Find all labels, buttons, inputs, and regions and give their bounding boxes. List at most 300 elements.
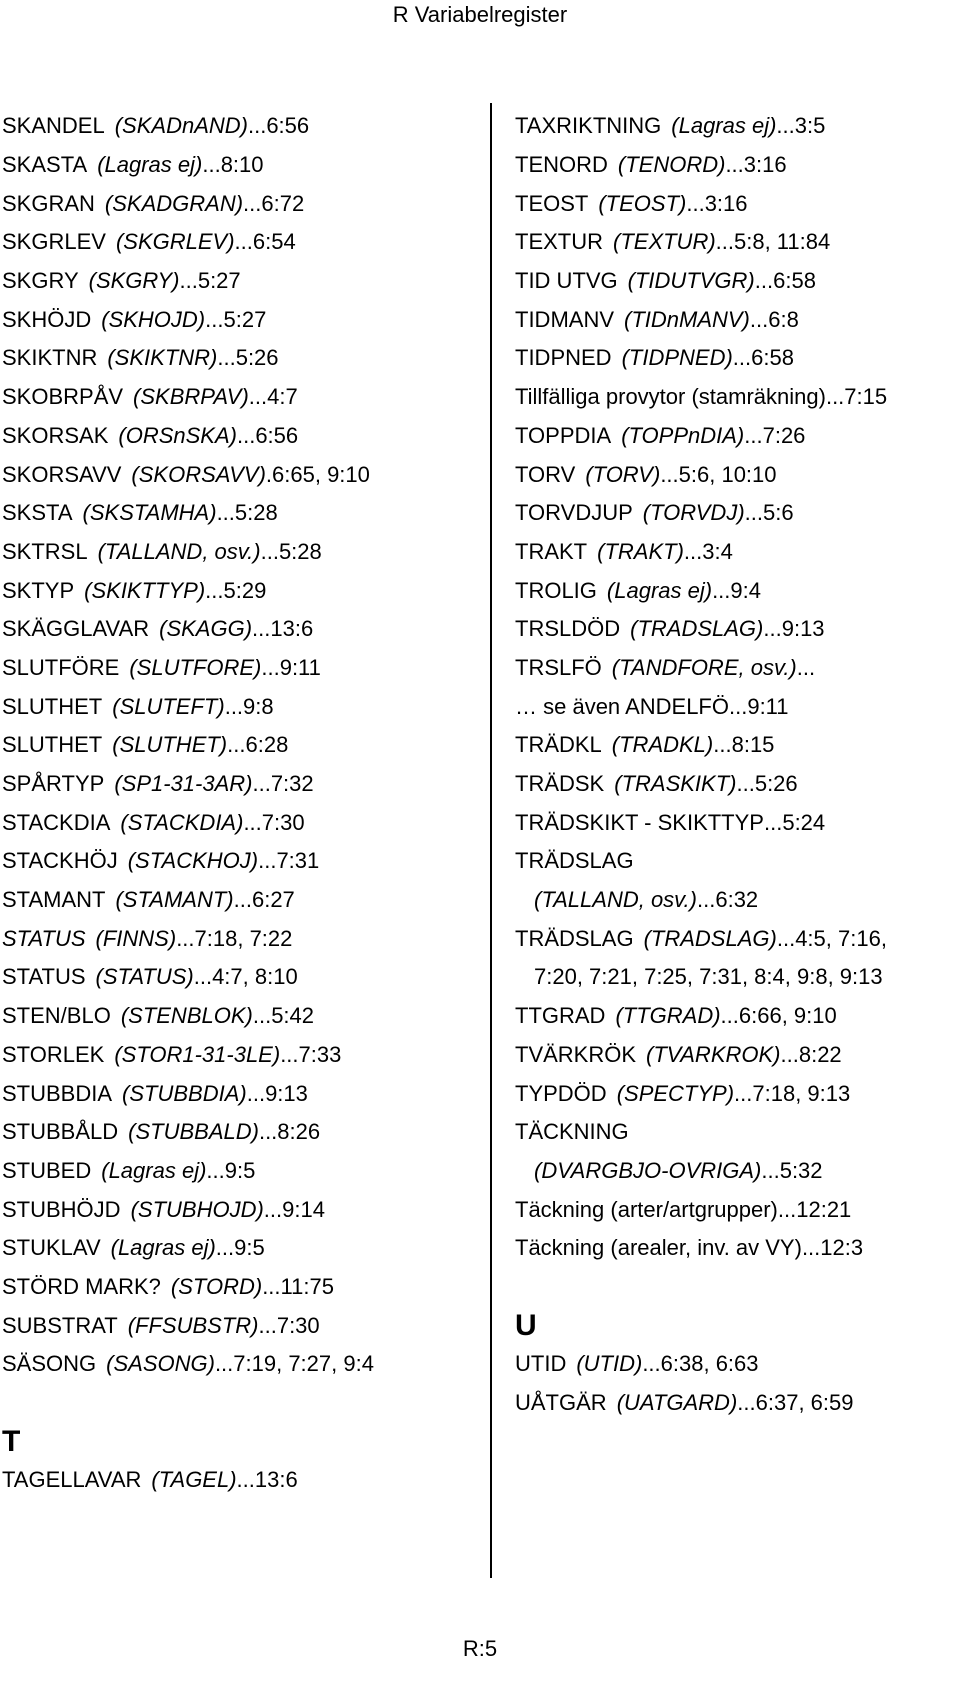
entry-code: (TRASKIKT)	[614, 771, 737, 797]
entry-pages: 4:7, 8:10	[212, 964, 298, 990]
entry-pages: 5:27	[223, 306, 267, 332]
entry-pages: 6:28	[245, 732, 289, 758]
entry-pages: 6:8	[768, 306, 799, 332]
entry-pages: 6:56	[266, 113, 310, 139]
index-entry	[515, 455, 960, 494]
entry-code: (SKSTAMHA)	[82, 500, 217, 526]
entry-pages: 7:32	[270, 771, 314, 797]
entry-term: TIDPNED	[515, 345, 612, 371]
entry-code: (TTGRAD)	[615, 1003, 721, 1029]
entry-pages: 5:8, 11:84	[734, 229, 831, 255]
entry-pages: 7:15	[844, 384, 888, 410]
index-entry	[2, 803, 482, 842]
entry-dots: ...	[252, 771, 271, 797]
entry-code: (SASONG)	[106, 1351, 215, 1377]
entry-pages: 5:24	[782, 809, 826, 835]
entry-pages: 5:26	[235, 345, 279, 371]
entry-term: SUBSTRAT	[2, 1312, 118, 1338]
entry-term: TYPDÖD	[515, 1080, 607, 1106]
entry-term: STÖRD MARK?	[2, 1273, 161, 1299]
entry-term: TRÄDSKIKT - SKIKTTYP	[515, 809, 764, 835]
entry-dots: ...	[243, 190, 262, 216]
entry-term: TENORD	[515, 152, 608, 178]
index-column-right	[515, 107, 960, 1422]
index-entry	[515, 378, 960, 417]
entry-pages: 3:16	[743, 152, 787, 178]
entry-pages: 7:18, 9:13	[752, 1080, 851, 1106]
entry-code: (Lagras ej)	[101, 1157, 207, 1183]
entry-term: SKANDEL	[2, 113, 105, 139]
entry-term: TEXTUR	[515, 229, 603, 255]
index-entry	[2, 146, 482, 185]
entry-code: (Lagras ej)	[606, 577, 713, 603]
index-entry	[2, 726, 482, 765]
index-entry	[515, 300, 960, 339]
entry-pages: 3:16	[704, 190, 748, 216]
index-entry	[2, 687, 482, 726]
entry-dots: ...	[236, 422, 256, 448]
entry-dots: ...	[247, 113, 267, 139]
entry-term: TÄCKNING	[515, 1119, 629, 1145]
index-entry	[515, 958, 960, 997]
entry-term: TORV	[515, 461, 576, 487]
index-entry	[2, 339, 482, 378]
entry-term: TRÄDKL	[515, 732, 602, 758]
entry-dots: ...	[176, 925, 195, 951]
entry-pages: 9:13	[781, 616, 825, 642]
column-divider	[490, 103, 492, 1578]
entry-pages: 5:26	[754, 771, 798, 797]
entry-dots: ...	[263, 1196, 283, 1222]
entry-code: (TRADSLAG)	[630, 616, 764, 642]
entry-dots: ...	[258, 848, 277, 874]
entry-term: STUKLAV	[2, 1235, 101, 1261]
entry-pages: 9:8	[243, 693, 274, 719]
entry-dots: ...	[796, 654, 816, 680]
entry-term: SKIKTNR	[2, 345, 98, 371]
entry-dots: ...	[713, 732, 732, 758]
entry-term: Täckning (arealer, inv. av VY)	[515, 1235, 802, 1261]
entry-term: STAMANT	[2, 887, 106, 913]
index-entry	[2, 455, 482, 494]
entry-pages: 13:6	[270, 616, 314, 642]
index-entry	[2, 1113, 482, 1152]
index-entry	[2, 997, 482, 1036]
entry-term: SKGRY	[2, 268, 79, 294]
entry-dots: ...	[217, 345, 236, 371]
section-heading: U	[515, 1308, 537, 1342]
entry-term: TEOST	[515, 190, 589, 216]
entry-pages: 6:38, 6:63	[660, 1351, 759, 1377]
entry-dots: ...	[776, 113, 795, 139]
entry-term: STATUS	[2, 964, 86, 990]
entry-dots: ...	[206, 1157, 225, 1183]
entry-term: SKÄGGLAVAR	[2, 616, 150, 642]
entry-code: (STUBHOJD)	[130, 1196, 264, 1222]
entry-code: (FINNS)	[95, 925, 177, 951]
entry-code: (ORSnSKA)	[118, 422, 237, 448]
index-entry	[2, 1461, 482, 1500]
entry-code: (UTID)	[576, 1351, 643, 1377]
entry-dots: ...	[660, 461, 679, 487]
entry-pages: 13:6	[254, 1467, 298, 1493]
entry-dots: ...	[227, 732, 246, 758]
entry-pages: 6:58	[773, 268, 816, 294]
entry-term: Tillfälliga provytor (stamräkning)	[515, 384, 826, 410]
entry-term: SKOBRPÅV	[2, 384, 124, 410]
index-entry	[2, 1268, 482, 1307]
index-entry	[515, 571, 960, 610]
entry-term: TRSLFÖ	[515, 654, 602, 680]
index-entry	[515, 726, 960, 765]
entry-code: (TAGEL)	[151, 1467, 237, 1493]
entry-term: SKTYP	[2, 577, 75, 603]
entry-code: (SKGRY)	[88, 268, 180, 294]
index-entry	[515, 1036, 960, 1075]
entry-term: TROLIG	[515, 577, 597, 603]
entry-code: (TORVDJ)	[642, 500, 745, 526]
entry-code: (STORD)	[170, 1273, 263, 1299]
entry-code: (SPECTYP)	[616, 1080, 735, 1106]
entry-pages: 8:22	[798, 1041, 842, 1067]
index-entry	[2, 649, 482, 688]
entry-dots: ...	[763, 809, 783, 835]
entry-dots: ...	[233, 887, 252, 913]
entry-code: (TORV)	[585, 461, 661, 487]
entry-pages: 7:31	[276, 848, 320, 874]
entry-code: (TIDnMANV)	[624, 306, 750, 332]
entry-term: SLUTHET	[2, 732, 103, 758]
entry-term: TRÄDSLAG	[515, 848, 634, 874]
entry-term: TRSLDÖD	[515, 616, 621, 642]
entry-term: STORLEK	[2, 1041, 105, 1067]
entry-dots: ...	[205, 306, 224, 332]
page-number: R:5	[462, 1636, 498, 1661]
entry-dots: ...	[243, 809, 262, 835]
index-entry	[2, 223, 482, 262]
entry-pages: 6:27	[251, 887, 295, 913]
entry-pages: 7:18, 7:22	[194, 925, 293, 951]
entry-dots: ...	[734, 1080, 753, 1106]
entry-code: (STACKDIA)	[120, 809, 244, 835]
entry-term: TTGRAD	[515, 1003, 606, 1029]
index-entry	[515, 1384, 960, 1423]
entry-code: (TVARKROK)	[646, 1041, 781, 1067]
entry-code: (Lagras ej)	[110, 1235, 216, 1261]
entry-dots: ...	[744, 422, 763, 448]
entry-code: (TEXTUR)	[613, 229, 716, 255]
entry-term: STEN/BLO	[2, 1003, 111, 1029]
entry-term: SPÅRTYP	[2, 771, 105, 797]
entry-dots: ...	[179, 268, 198, 294]
index-entry	[515, 107, 960, 146]
entry-dots: ...	[252, 616, 271, 642]
index-entry	[2, 610, 482, 649]
index-entry	[2, 417, 482, 456]
index-entry	[2, 262, 482, 301]
index-entry	[2, 1036, 482, 1075]
entry-pages: 6:65, 9:10	[272, 461, 370, 487]
entry-dots: ...	[202, 152, 221, 178]
entry-code: (TOPPnDIA)	[621, 422, 745, 448]
entry-code: (STAMANT)	[115, 887, 234, 913]
entry-code: (SKADnAND)	[114, 113, 248, 139]
entry-code: (SKIKTTYP)	[84, 577, 206, 603]
entry-dots: ...	[236, 1467, 255, 1493]
entry-code: (TRADKL)	[611, 732, 714, 758]
index-entry	[2, 1152, 482, 1191]
index-entry	[2, 842, 482, 881]
entry-pages: 5:32	[779, 1157, 823, 1183]
index-entry	[515, 881, 960, 920]
entry-pages: 5:42	[271, 1003, 315, 1029]
entry-dots: ...	[712, 577, 731, 603]
entry-code: (STUBBALD)	[128, 1119, 259, 1145]
entry-term: SÄSONG	[2, 1351, 97, 1377]
entry-code: (DVARGBJO-OVRIGA)	[534, 1157, 762, 1183]
entry-code: (TRADSLAG)	[643, 925, 777, 951]
index-entry	[515, 262, 960, 301]
entry-term: TOPPDIA	[515, 422, 612, 448]
entry-term: TID UTVG	[515, 268, 618, 294]
entry-term: TAGELLAVAR	[2, 1467, 142, 1493]
index-entry	[515, 1074, 960, 1113]
index-entry	[515, 533, 960, 572]
entry-dots: ...	[205, 577, 224, 603]
index-entry	[515, 146, 960, 185]
index-entry	[515, 687, 960, 726]
entry-code: (SLUTFORE)	[129, 654, 262, 680]
entry-dots: ...	[193, 964, 213, 990]
entry-term: SLUTHET	[2, 693, 103, 719]
entry-pages: 9:5	[224, 1157, 256, 1183]
entry-pages: 6:37, 6:59	[755, 1390, 854, 1416]
entry-pages: 7:26	[762, 422, 806, 448]
index-entry	[2, 300, 482, 339]
entry-code: (SKORSAVV)	[131, 461, 266, 487]
index-entry	[2, 571, 482, 610]
entry-code: (TALLAND, osv.)	[97, 538, 261, 564]
entry-dots: ...	[761, 1157, 780, 1183]
entry-dots: ...	[642, 1351, 661, 1377]
index-entry	[515, 494, 960, 533]
page-header: R Variabelregister	[392, 2, 568, 27]
entry-pages: 6:54	[252, 229, 296, 255]
entry-dots: ...	[801, 1235, 821, 1261]
entry-dots: ...	[749, 306, 769, 332]
entry-pages: 3:5	[794, 113, 826, 139]
entry-term: STUBHÖJD	[2, 1196, 121, 1222]
entry-code: (TRAKT)	[597, 538, 684, 564]
entry-code: (TANDFORE, osv.)	[611, 654, 797, 680]
index-entry	[2, 958, 482, 997]
index-entry	[515, 1152, 960, 1191]
entry-dots: ...	[262, 1273, 281, 1299]
entry-dots: ...	[216, 500, 235, 526]
entry-dots: ...	[763, 616, 782, 642]
entry-dots: ...	[258, 1312, 277, 1338]
entry-pages: 6:32	[715, 887, 759, 913]
index-entry	[515, 1345, 960, 1384]
index-entry	[515, 223, 960, 262]
entry-term: Täckning (arter/artgrupper)	[515, 1196, 778, 1222]
index-entry	[2, 1306, 482, 1345]
index-entry	[515, 765, 960, 804]
index-entry	[515, 610, 960, 649]
entry-term: SKGRAN	[2, 190, 95, 216]
entry-dots: ...	[252, 1003, 272, 1029]
entry-term: UÅTGÄR	[515, 1390, 607, 1416]
entry-pages: 5:6, 10:10	[678, 461, 777, 487]
entry-pages: 3:4	[702, 538, 733, 564]
entry-term: UTID	[515, 1351, 567, 1377]
entry-code: (TENORD)	[617, 152, 726, 178]
entry-pages: 8:15	[731, 732, 775, 758]
entry-code: (SP1-31-3AR)	[114, 771, 253, 797]
entry-pages: 5:29	[223, 577, 267, 603]
entry-term: SKHÖJD	[2, 306, 92, 332]
entry-code: (UATGARD)	[616, 1390, 738, 1416]
entry-term: SLUTFÖRE	[2, 654, 120, 680]
index-entry	[515, 417, 960, 456]
entry-dots: ...	[280, 1041, 299, 1067]
entry-code: (STUBBDIA)	[122, 1080, 247, 1106]
entry-term: STATUS	[2, 925, 86, 951]
entry-dots: ...	[686, 190, 705, 216]
entry-code: (SKHOJD)	[101, 306, 206, 332]
entry-term: SKORSAVV	[2, 461, 122, 487]
entry-code: (STOR1-31-3LE)	[114, 1041, 281, 1067]
entry-pages: 6:72	[261, 190, 305, 216]
entry-dots: ...	[683, 538, 703, 564]
entry-dots: ...	[776, 925, 796, 951]
entry-pages: 9:13	[265, 1080, 308, 1106]
entry-dots: ...	[260, 538, 279, 564]
index-entry	[2, 533, 482, 572]
entry-term: STUBBDIA	[2, 1080, 113, 1106]
entry-dots: ...	[736, 771, 755, 797]
entry-pages: 4:7	[267, 384, 298, 410]
index-entry	[515, 919, 960, 958]
entry-code: (SKIKTNR)	[107, 345, 218, 371]
entry-pages: 7:30	[276, 1312, 320, 1338]
entry-dots: ...	[214, 1351, 234, 1377]
entry-term: TVÄRKRÖK	[515, 1041, 637, 1067]
entry-dots: ...	[715, 229, 734, 255]
index-entry	[2, 881, 482, 920]
entry-term: STACKDIA	[2, 809, 111, 835]
entry-term: SKTRSL	[2, 538, 88, 564]
entry-dots: ...	[258, 1119, 278, 1145]
index-entry	[515, 803, 960, 842]
index-entry	[515, 997, 960, 1036]
entry-term: TAXRIKTNING	[515, 113, 662, 139]
entry-dots: ...	[261, 654, 280, 680]
entry-pages: 5:28	[278, 538, 322, 564]
entry-term: TIDMANV	[515, 306, 614, 332]
index-entry	[2, 107, 482, 146]
entry-code: (TALLAND, osv.)	[534, 887, 697, 913]
index-entry	[515, 1229, 960, 1268]
entry-pages: 7:19, 7:27, 9:4	[233, 1351, 374, 1377]
entry-pages: 8:10	[220, 152, 264, 178]
entry-pages: 7:30	[261, 809, 305, 835]
index-entry	[515, 184, 960, 223]
entry-code: (SKAGG)	[159, 616, 253, 642]
entry-code: (TIDPNED)	[621, 345, 733, 371]
index-entry	[2, 494, 482, 533]
entry-term: TRAKT	[515, 538, 588, 564]
entry-code: (SLUTHET)	[112, 732, 228, 758]
entry-pages: 6:58	[751, 345, 794, 371]
index-entry	[515, 339, 960, 378]
entry-pages: 9:4	[730, 577, 761, 603]
entry-pages: 12:3	[820, 1235, 864, 1261]
entry-code: (STACKHOJ)	[127, 848, 259, 874]
entry-dots: ...	[728, 693, 748, 719]
entry-dots: ...	[224, 693, 244, 719]
entry-term: STACKHÖJ	[2, 848, 118, 874]
entry-code: (Lagras ej)	[671, 113, 777, 139]
index-entry	[515, 842, 960, 881]
entry-dots: ...	[215, 1235, 235, 1261]
entry-pages: 9:11	[747, 693, 789, 719]
entry-dots: ...	[725, 152, 744, 178]
entry-code: (Lagras ej)	[97, 152, 203, 178]
entry-term: TRÄDSK	[515, 771, 605, 797]
index-entry	[515, 1190, 960, 1229]
entry-pages: 5:28	[234, 500, 278, 526]
entry-dots: ...	[248, 384, 268, 410]
entry-term: SKASTA	[2, 152, 88, 178]
entry-dots: ...	[744, 500, 763, 526]
index-entry	[2, 1345, 482, 1384]
entry-dots: ...	[234, 229, 253, 255]
entry-dots: ...	[246, 1080, 266, 1106]
entry-dots: ...	[732, 345, 752, 371]
entry-code: (TIDUTVGR)	[627, 268, 755, 294]
entry-pages: 9:5	[234, 1235, 265, 1261]
entry-term: … se även ANDELFÖ	[515, 693, 729, 719]
entry-pages: 9:11	[279, 654, 321, 680]
entry-dots: ...	[720, 1003, 739, 1029]
index-column-left	[2, 107, 482, 1500]
entry-dots: ...	[825, 384, 845, 410]
entry-code: (STENBLOK)	[120, 1003, 253, 1029]
index-entry	[2, 765, 482, 804]
entry-code: (FFSUBSTR)	[127, 1312, 259, 1338]
index-entry	[2, 1190, 482, 1229]
entry-pages: 8:26	[277, 1119, 321, 1145]
entry-dots: ...	[754, 268, 774, 294]
entry-term: TRÄDSLAG	[515, 925, 634, 951]
entry-pages: 12:21	[796, 1196, 852, 1222]
entry-pages: 4:5, 7:16,	[795, 925, 887, 951]
index-entry	[2, 919, 482, 958]
entry-dots: ...	[697, 887, 716, 913]
entry-term: STUBBÅLD	[2, 1119, 119, 1145]
entry-code: (TEOST)	[598, 190, 687, 216]
entry-pages: 5:27	[197, 268, 241, 294]
entry-dots: ...	[737, 1390, 756, 1416]
entry-term: SKGRLEV	[2, 229, 106, 255]
index-entry	[2, 1229, 482, 1268]
entry-term: 7:20, 7:21, 7:25, 7:31, 8:4, 9:8, 9:13	[534, 964, 883, 990]
index-entry	[2, 1074, 482, 1113]
entry-term: SKSTA	[2, 500, 73, 526]
index-entry	[515, 649, 960, 688]
entry-pages: 6:66, 9:10	[738, 1003, 837, 1029]
